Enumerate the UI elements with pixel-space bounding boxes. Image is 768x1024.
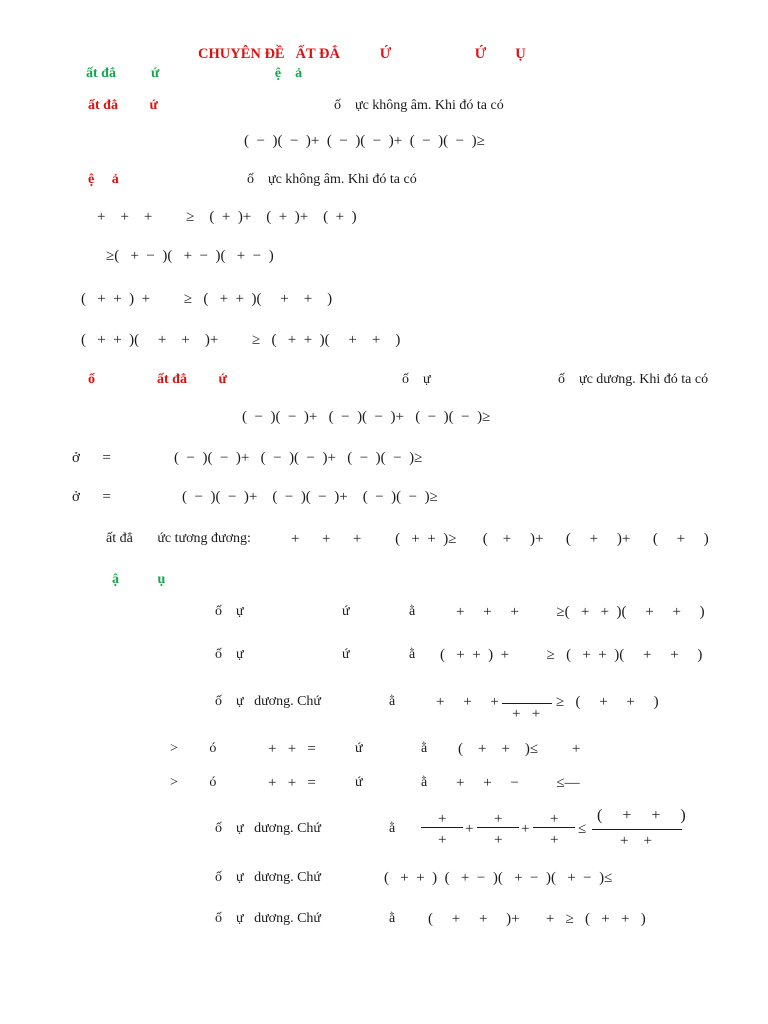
problem-1-word-2: ằ: [409, 604, 416, 619]
fraction-rhs-denominator: + +: [620, 833, 652, 849]
equivalent-label: ất đẳ ức tương đương:: [106, 531, 251, 546]
problem-1-equation: + + + ≥( + + )( + + ): [456, 604, 705, 620]
problem-4-word-2: ằ: [421, 741, 428, 756]
problem-6-word: ằ: [389, 821, 396, 836]
section-2-text: ố ực không âm. Khi đó ta có: [247, 172, 417, 187]
equation-4: ( + + ) + ≥ ( + + )( + + ): [81, 291, 333, 307]
equation-6: ( − )( − )+ ( − )( − )+ ( − )( − )≥: [242, 409, 491, 425]
fraction-plus-1: +: [465, 821, 474, 837]
problem-4-lead: > ó: [170, 741, 217, 756]
problem-7-lead: ố ự dương. Chứ: [215, 870, 322, 885]
problem-4-equation: ( + + )≤ +: [458, 741, 581, 757]
problem-2-word: ứ: [342, 647, 350, 662]
section-3-mid: ố ự: [402, 372, 431, 387]
problem-3-fraction-bar: [502, 703, 552, 704]
problem-5-word-2: ằ: [421, 775, 428, 790]
where-2-prefix: ở =: [72, 489, 111, 505]
problem-7-equation: ( + + ) ( + − )( + − )( + − )≤: [384, 870, 613, 886]
problem-2-lead: ố ự: [215, 647, 244, 662]
equation-1: ( − )( − )+ ( − )( − )+ ( − )( − )≥: [244, 133, 485, 149]
problem-3-denominator: + +: [512, 706, 541, 722]
problem-5-condition: + + =: [268, 775, 316, 791]
document-title: CHUYÊN ĐỀ ẤT ĐẲ Ứ Ứ Ụ: [198, 46, 526, 62]
fraction-3-bar: [533, 827, 575, 828]
fraction-plus-2: +: [521, 821, 530, 837]
fraction-2-bar: [477, 827, 519, 828]
section-2-label: ệ ả: [88, 172, 119, 187]
problem-3-lead: ố ự dương. Chứ: [215, 694, 322, 709]
problem-3-equation: + + +: [436, 694, 499, 710]
problem-8-equation: ( + + )+ + ≥ ( + + ): [428, 911, 646, 927]
where-1-equation: ( − )( − )+ ( − )( − )+ ( − )( − )≥: [174, 450, 423, 466]
section-3-label: ất đẳ ứ: [157, 372, 227, 387]
section-1-text: ố ực không âm. Khi đó ta có: [334, 98, 504, 113]
fraction-rhs-bar: [592, 829, 682, 830]
problem-3-rhs: ≥ ( + + ): [556, 694, 659, 710]
problem-8-lead: ố ự dương. Chứ: [215, 911, 322, 926]
section-1-label: ất đẳ ứ: [88, 98, 158, 113]
problem-4-condition: + + =: [268, 741, 316, 757]
equation-5: ( + + )( + + )+ ≥ ( + + )( + + ): [81, 332, 401, 348]
equation-2: + + + ≥ ( + )+ ( + )+ ( + ): [97, 209, 357, 225]
fraction-1-numerator: +: [438, 811, 447, 827]
section-3-text: ố ực dương. Khi đó ta có: [558, 372, 709, 387]
fraction-rhs-numerator: ( + + ): [597, 807, 686, 824]
fraction-2-denominator: +: [494, 832, 503, 848]
problem-5-equation: + + − ≤—: [456, 775, 580, 791]
fraction-1-denominator: +: [438, 832, 447, 848]
problem-1-word: ứ: [342, 604, 350, 619]
problem-6-lead: ố ự dương. Chứ: [215, 821, 322, 836]
fraction-1-bar: [421, 827, 463, 828]
fraction-le: ≤: [578, 821, 587, 837]
equation-3: ≥( + − )( + − )( + − ): [106, 248, 274, 264]
fraction-3-denominator: +: [550, 832, 559, 848]
practice-label: ậ ụ: [112, 572, 166, 587]
fraction-2-numerator: +: [494, 811, 503, 827]
where-2-equation: ( − )( − )+ ( − )( − )+ ( − )( − )≥: [182, 489, 438, 505]
problem-3-word: ằ: [389, 694, 396, 709]
equivalent-equation: + + + ( + + )≥ ( + )+ ( + )+ ( + ): [291, 531, 709, 547]
problem-1-lead: ố ự: [215, 604, 244, 619]
problem-2-word-2: ằ: [409, 647, 416, 662]
where-1-prefix: ở =: [72, 450, 111, 466]
section-subtitle: ất đẳ ứ ệ ả: [86, 66, 303, 81]
problem-2-equation: ( + + ) + ≥ ( + + )( + + ): [440, 647, 703, 663]
problem-4-word: ứ: [355, 741, 363, 756]
problem-8-word: ằ: [389, 911, 396, 926]
fraction-3-numerator: +: [550, 811, 559, 827]
problem-5-lead: > ó: [170, 775, 217, 790]
problem-5-word: ứ: [355, 775, 363, 790]
section-3-number: ổ: [88, 372, 95, 387]
